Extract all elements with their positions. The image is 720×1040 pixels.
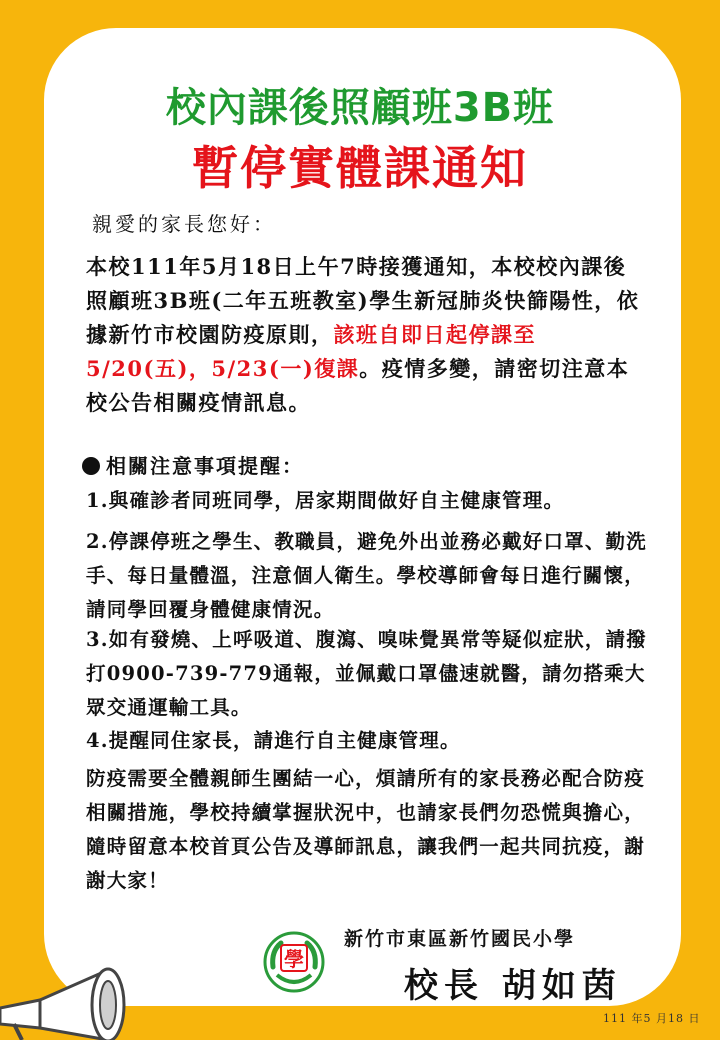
notice-date: 111 年5 月18 日 bbox=[603, 1012, 701, 1025]
reminder-item-2: 2.停課停班之學生、教職員，避免外出並務必戴好口罩、勤洗手、每日量體溫，注意個人衛生。學校導師會每日進行關懷，請同學回覆身體健康情況。 bbox=[86, 530, 647, 621]
notice-text-part2: 。疫情多變，請密切注意本校公告相關疫情訊息。 bbox=[86, 356, 630, 415]
greeting: 親愛的家長您好： bbox=[92, 212, 276, 236]
reminder-item-4: 4.提醒同住家長，請進行自主健康管理。 bbox=[86, 729, 461, 752]
title-class-name: 校內課後照顧班3B班 bbox=[165, 85, 555, 131]
notice-paragraph bbox=[86, 250, 646, 420]
reminder-item-1: 1.與確診者同班同學，居家期間做好自主健康管理。 bbox=[86, 489, 565, 512]
school-emblem-icon bbox=[263, 931, 325, 993]
title-suspension-notice: 暫停實體課通知 bbox=[192, 141, 528, 195]
suspension-period-highlight: 該班自即日起停課至5/20(五)，5/23(一)復課 bbox=[86, 322, 536, 381]
bullet-dot-icon bbox=[82, 457, 100, 475]
notice-text-part1: 本校111年5月18日上午7時接獲通知，本校校內課後照顧班3B班(二年五班教室)學生新冠肺炎快篩陽性，依據新竹市校園防疫原則， bbox=[86, 254, 640, 347]
reminders-heading bbox=[82, 450, 304, 479]
closing-paragraph: 防疫需要全體親師生團結一心，煩請所有的家長務必配合防疫相關措施，學校持續掌握狀況中，也請家長們勿恐慌與擔心，隨時留意本校首頁公告及導師訊息，讓我們一起共同抗疫，謝謝大家！ bbox=[86, 767, 645, 892]
reminder-item-3: 3.如有發燒、上呼吸道、腹瀉、嗅味覺異常等疑似症狀，請撥打0900-739-779通報，並佩戴口罩儘速就醫，請勿搭乘大眾交通運輸工具。 bbox=[86, 628, 647, 719]
emblem-character: 學 bbox=[284, 947, 304, 971]
megaphone-icon bbox=[0, 948, 140, 1040]
school-name: 新竹市東區新竹國民小學 bbox=[344, 928, 576, 950]
reminders-heading-text: 相關注意事項提醒： bbox=[106, 454, 304, 478]
principal-signature: 校長 胡如茵 bbox=[404, 966, 622, 1006]
